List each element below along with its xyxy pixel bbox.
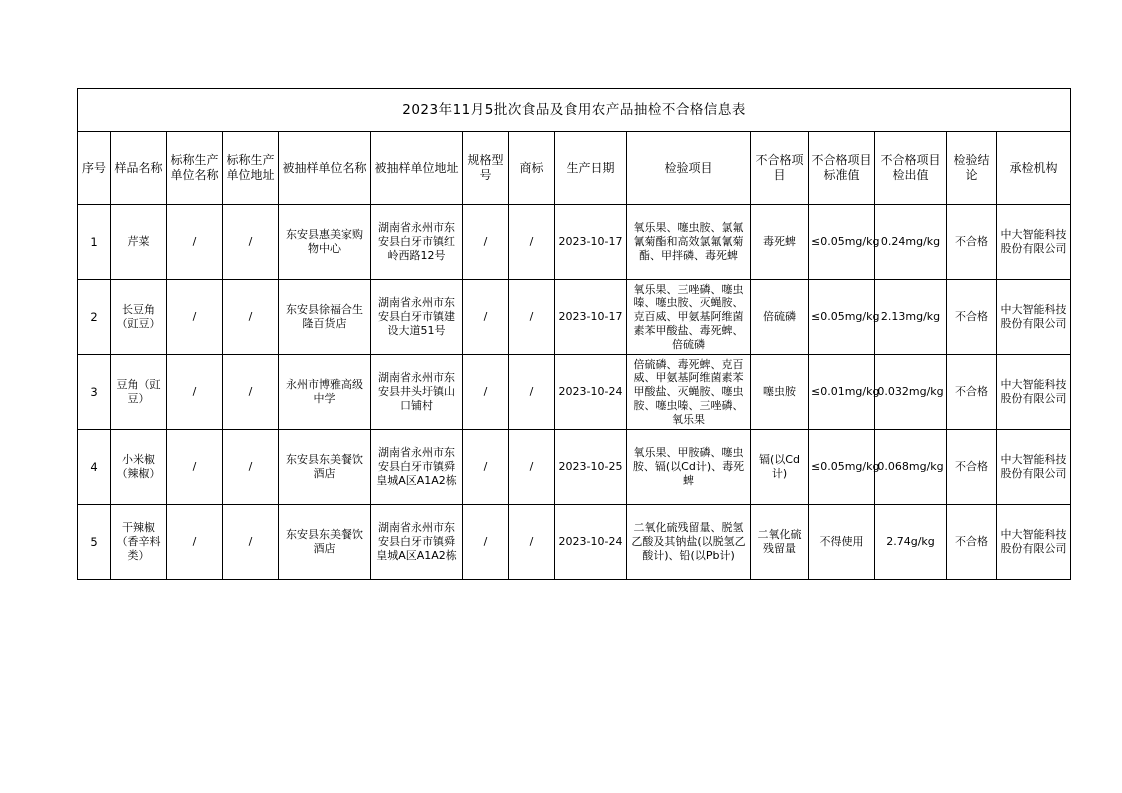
cell-standard-value: ≤0.01mg/kg — [809, 355, 875, 430]
cell-standard-value: ≤0.05mg/kg — [809, 280, 875, 355]
cell-sampled-unit-name: 东安县惠美家购物中心 — [279, 205, 371, 280]
cell-brand: / — [509, 280, 555, 355]
cell-production-date: 2023-10-17 — [555, 205, 627, 280]
cell-spec: / — [463, 505, 509, 580]
cell-production-date: 2023-10-17 — [555, 280, 627, 355]
cell-detected-value: 0.24mg/kg — [875, 205, 947, 280]
cell-producer-address: / — [223, 205, 279, 280]
cell-conclusion: 不合格 — [947, 280, 997, 355]
cell-no: 4 — [78, 430, 111, 505]
column-header-detected-value: 不合格项目检出值 — [875, 132, 947, 205]
column-header-test-items: 检验项目 — [627, 132, 751, 205]
cell-sample-name: 小米椒（辣椒） — [111, 430, 167, 505]
column-header-sample-name: 样品名称 — [111, 132, 167, 205]
cell-producer-address: / — [223, 280, 279, 355]
table-row — [78, 505, 1071, 580]
column-header-spec: 规格型号 — [463, 132, 509, 205]
page-title: 2023年11月5批次食品及食用农产品抽检不合格信息表 — [78, 89, 1071, 132]
cell-test-items: 氧乐果、噻虫胺、氯氟氰菊酯和高效氯氟氰菊酯、甲拌磷、毒死蜱 — [627, 205, 751, 280]
cell-sampled-unit-address: 湖南省永州市东安县白牙市镇建设大道51号 — [371, 280, 463, 355]
cell-producer-name: / — [167, 205, 223, 280]
cell-standard-value: ≤0.05mg/kg — [809, 205, 875, 280]
cell-test-items: 二氧化硫残留量、脱氢乙酸及其钠盐(以脱氢乙酸计)、铅(以Pb计) — [627, 505, 751, 580]
cell-production-date: 2023-10-25 — [555, 430, 627, 505]
cell-producer-name: / — [167, 430, 223, 505]
cell-no: 1 — [78, 205, 111, 280]
cell-standard-value: 不得使用 — [809, 505, 875, 580]
table-row — [78, 280, 1071, 355]
cell-detected-value: 0.032mg/kg — [875, 355, 947, 430]
cell-institution: 中大智能科技股份有限公司 — [997, 355, 1071, 430]
cell-spec: / — [463, 355, 509, 430]
cell-sampled-unit-name: 东安县东美餐饮酒店 — [279, 430, 371, 505]
cell-producer-address: / — [223, 505, 279, 580]
cell-producer-address: / — [223, 430, 279, 505]
cell-no: 3 — [78, 355, 111, 430]
column-header-producer-name: 标称生产单位名称 — [167, 132, 223, 205]
cell-conclusion: 不合格 — [947, 205, 997, 280]
table-row — [78, 355, 1071, 430]
cell-brand: / — [509, 355, 555, 430]
cell-failed-item: 镉(以Cd计) — [751, 430, 809, 505]
cell-failed-item: 毒死蜱 — [751, 205, 809, 280]
cell-failed-item: 倍硫磷 — [751, 280, 809, 355]
cell-conclusion: 不合格 — [947, 430, 997, 505]
cell-producer-address: / — [223, 355, 279, 430]
cell-spec: / — [463, 430, 509, 505]
cell-institution: 中大智能科技股份有限公司 — [997, 280, 1071, 355]
cell-detected-value: 0.068mg/kg — [875, 430, 947, 505]
cell-detected-value: 2.13mg/kg — [875, 280, 947, 355]
table-title-row — [78, 89, 1071, 132]
cell-brand: / — [509, 205, 555, 280]
table-row — [78, 205, 1071, 280]
cell-no: 2 — [78, 280, 111, 355]
cell-test-items: 倍硫磷、毒死蜱、克百威、甲氨基阿维菌素苯甲酸盐、灭蝇胺、噻虫胺、噻虫嗪、三唑磷、氧乐果 — [627, 355, 751, 430]
column-header-sampled-unit-address: 被抽样单位地址 — [371, 132, 463, 205]
column-header-production-date: 生产日期 — [555, 132, 627, 205]
cell-brand: / — [509, 430, 555, 505]
cell-conclusion: 不合格 — [947, 505, 997, 580]
cell-spec: / — [463, 280, 509, 355]
cell-sampled-unit-address: 湖南省永州市东安县井头圩镇山口铺村 — [371, 355, 463, 430]
cell-conclusion: 不合格 — [947, 355, 997, 430]
cell-institution: 中大智能科技股份有限公司 — [997, 205, 1071, 280]
cell-sample-name: 长豆角（豇豆） — [111, 280, 167, 355]
table-row — [78, 430, 1071, 505]
cell-sample-name: 豆角（豇豆） — [111, 355, 167, 430]
cell-production-date: 2023-10-24 — [555, 505, 627, 580]
cell-sample-name: 芹菜 — [111, 205, 167, 280]
cell-brand: / — [509, 505, 555, 580]
cell-detected-value: 2.74g/kg — [875, 505, 947, 580]
cell-production-date: 2023-10-24 — [555, 355, 627, 430]
cell-test-items: 氧乐果、甲胺磷、噻虫胺、镉(以Cd计)、毒死蜱 — [627, 430, 751, 505]
cell-test-items: 氧乐果、三唑磷、噻虫嗪、噻虫胺、灭蝇胺、克百威、甲氨基阿维菌素苯甲酸盐、毒死蜱、倍硫磷 — [627, 280, 751, 355]
column-header-standard-value: 不合格项目标准值 — [809, 132, 875, 205]
cell-failed-item: 二氧化硫残留量 — [751, 505, 809, 580]
cell-institution: 中大智能科技股份有限公司 — [997, 505, 1071, 580]
column-header-failed-item: 不合格项目 — [751, 132, 809, 205]
cell-sampled-unit-name: 永州市博雅高级中学 — [279, 355, 371, 430]
inspection-results-table — [77, 88, 1071, 580]
cell-sampled-unit-address: 湖南省永州市东安县白牙市镇舜皇城A区A1A2栋 — [371, 505, 463, 580]
column-header-producer-address: 标称生产单位地址 — [223, 132, 279, 205]
column-header-institution: 承检机构 — [997, 132, 1071, 205]
cell-sampled-unit-name: 东安县徐福合生隆百货店 — [279, 280, 371, 355]
cell-failed-item: 噻虫胺 — [751, 355, 809, 430]
column-header-sampled-unit-name: 被抽样单位名称 — [279, 132, 371, 205]
cell-institution: 中大智能科技股份有限公司 — [997, 430, 1071, 505]
cell-sampled-unit-name: 东安县东美餐饮酒店 — [279, 505, 371, 580]
cell-producer-name: / — [167, 505, 223, 580]
column-header-conclusion: 检验结论 — [947, 132, 997, 205]
cell-sampled-unit-address: 湖南省永州市东安县白牙市镇红岭西路12号 — [371, 205, 463, 280]
cell-sampled-unit-address: 湖南省永州市东安县白牙市镇舜皇城A区A1A2栋 — [371, 430, 463, 505]
cell-producer-name: / — [167, 280, 223, 355]
cell-no: 5 — [78, 505, 111, 580]
column-header-no: 序号 — [78, 132, 111, 205]
table-header-row — [78, 132, 1071, 205]
column-header-brand: 商标 — [509, 132, 555, 205]
cell-sample-name: 干辣椒（香辛料类） — [111, 505, 167, 580]
cell-spec: / — [463, 205, 509, 280]
document-page — [77, 88, 1067, 580]
cell-standard-value: ≤0.05mg/kg — [809, 430, 875, 505]
cell-producer-name: / — [167, 355, 223, 430]
